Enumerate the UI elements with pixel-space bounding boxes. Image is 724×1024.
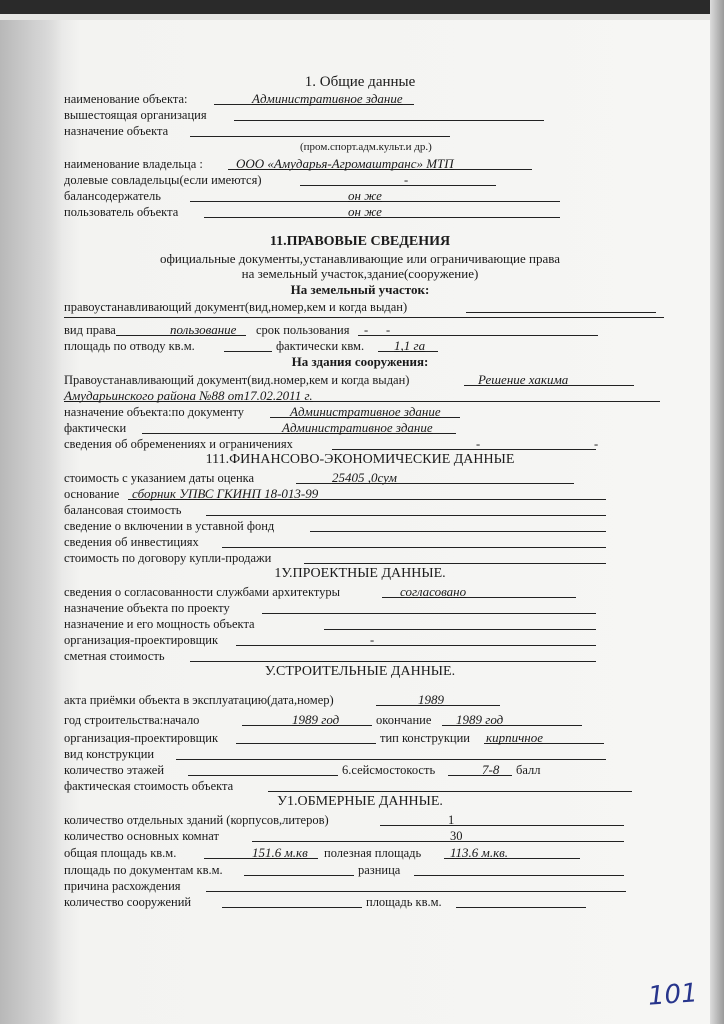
value: 1989	[418, 692, 444, 707]
field-designer	[64, 632, 660, 648]
value: Решение хакима	[478, 372, 569, 387]
term-value2: -	[386, 323, 391, 337]
field-actual-purpose	[64, 420, 660, 436]
field-right-type	[64, 322, 660, 338]
label: наименование объекта:	[64, 92, 188, 106]
value: он же	[348, 188, 382, 203]
type-value: кирпичное	[486, 730, 544, 745]
seismic-label: 6.сейсмостокость	[342, 763, 436, 777]
actual-label: фактически квм.	[276, 339, 365, 353]
section1-title: 1. Общие данные	[304, 74, 416, 90]
section4-title: 1У.ПРОЕКТНЫЕ ДАННЫЕ.	[274, 566, 446, 581]
label: правоустанавливающий документ(вид,номер,кем и когда выдан)	[64, 300, 408, 314]
field-estimate	[64, 648, 660, 664]
value1: -	[476, 437, 481, 451]
value: Административное здание	[290, 404, 441, 419]
label: сведения об обременениях и ограничениях	[64, 437, 293, 451]
field-balance	[64, 502, 660, 518]
value: -	[370, 633, 375, 647]
line	[262, 600, 596, 614]
label: сведение о включении в уставной фонд	[64, 519, 275, 533]
useful-label: полезная площадь	[324, 846, 422, 860]
field-reason	[64, 878, 660, 894]
line	[236, 730, 376, 744]
label: сведения о согласованности службами архитектуры	[64, 585, 341, 599]
label: балансовая стоимость	[64, 503, 182, 517]
label: основание	[64, 487, 120, 501]
field-basis	[64, 486, 660, 502]
land-heading: На земельный участок:	[290, 282, 430, 297]
label: балансодержатель	[64, 189, 161, 203]
handwritten-page-number: 101	[647, 978, 699, 1012]
field-fund	[64, 518, 660, 534]
value: 25405 ,0сум	[332, 470, 397, 485]
label: стоимость по договору купли-продажи	[64, 551, 272, 565]
field-buildings	[64, 812, 660, 828]
line	[324, 616, 596, 630]
label: фактическая стоимость объекта	[64, 779, 234, 793]
label: год строительства:начало	[64, 713, 200, 727]
label: сметная стоимость	[64, 649, 165, 663]
field-parent-org	[64, 107, 660, 123]
useful-value: 113.6 м.кв.	[450, 845, 509, 860]
scan-top-margin	[0, 14, 724, 20]
field-docs-area	[64, 862, 660, 878]
line	[304, 550, 606, 564]
label: долевые совладельцы(если имеются)	[64, 173, 262, 187]
label: вид конструкции	[64, 747, 155, 761]
line	[224, 338, 272, 352]
field-approval	[64, 584, 660, 600]
section6-title: У1.ОБМЕРНЫЕ ДАННЫЕ.	[277, 794, 443, 809]
seismic-unit: балл	[516, 763, 541, 777]
line	[380, 812, 624, 826]
field-holder	[64, 188, 660, 204]
line	[190, 648, 596, 662]
value: Амударьинского района №88 от17.02.2011 г.	[64, 388, 313, 403]
line	[176, 746, 606, 760]
label: организация-проектировщик	[64, 633, 219, 647]
scan-right-edge	[710, 0, 724, 1024]
start-value: 1989 год	[292, 712, 340, 727]
label: назначение объекта	[64, 124, 169, 138]
label: количество отдельных зданий (корпусов,литеров)	[64, 813, 329, 827]
label: количество сооружений	[64, 895, 192, 909]
line	[332, 436, 599, 451]
field-total-area	[64, 845, 660, 861]
field-actual-cost	[64, 778, 660, 794]
label: Правоустанавливающий документ(вид.номер,кем и когда выдан)	[64, 373, 410, 387]
diff-line	[414, 862, 624, 876]
line	[222, 534, 606, 548]
section5-title: У.СТРОИТЕЛЬНЫЕ ДАННЫЕ.	[264, 664, 456, 679]
label: фактически	[64, 421, 127, 435]
seismic-value: 7-8	[482, 762, 500, 777]
end-label: окончание	[376, 713, 432, 727]
building-heading: На здания сооружения:	[291, 354, 429, 369]
term-label: срок пользования	[256, 323, 350, 337]
field-act	[64, 692, 660, 708]
label: наименование владельца :	[64, 157, 203, 171]
label: вид права	[64, 323, 116, 337]
value: согласовано	[400, 584, 467, 599]
field-contract	[64, 550, 660, 566]
line	[252, 828, 624, 842]
field-build-years	[64, 712, 660, 728]
type-label: тип конструкции	[380, 731, 470, 745]
line	[244, 862, 354, 876]
value: пользование	[170, 322, 237, 337]
section2-title: 11.ПРАВОВЫЕ СВЕДЕНИЯ	[269, 234, 451, 249]
field-user	[64, 204, 660, 220]
line	[300, 172, 496, 186]
value: Административное здание	[282, 420, 433, 435]
label: общая площадь кв.м.	[64, 846, 177, 860]
value2: -	[594, 437, 599, 451]
line	[222, 894, 362, 908]
line	[206, 502, 606, 516]
field-cost	[64, 470, 660, 486]
line	[234, 107, 544, 121]
field-building-doc	[64, 372, 660, 388]
field-area	[64, 338, 660, 354]
seismic-line	[448, 762, 512, 776]
label: количество основных комнат	[64, 829, 219, 843]
value: -	[404, 173, 409, 187]
line	[188, 762, 338, 776]
field-purpose	[64, 123, 660, 139]
line	[310, 518, 606, 532]
field-structures	[64, 894, 660, 910]
field-land-doc	[64, 299, 660, 315]
term-line	[358, 322, 598, 336]
field-doc-purpose	[64, 404, 660, 420]
land-doc-line2	[64, 317, 664, 318]
field-building-doc-cont	[64, 388, 660, 404]
line	[190, 123, 450, 137]
field-invest	[64, 534, 660, 550]
end-value: 1989 год	[456, 712, 504, 727]
field-floors	[64, 762, 660, 778]
field-capacity	[64, 616, 660, 632]
label: организация-проектировщик	[64, 731, 219, 745]
field-project-purpose	[64, 600, 660, 616]
label: вышестоящая организация	[64, 108, 207, 122]
section2-subtitle2: на земельный участок,здание(сооружение)	[241, 266, 479, 281]
label: количество этажей	[64, 763, 165, 777]
field-owner	[64, 156, 660, 172]
field-rooms	[64, 828, 660, 844]
diff-label: разница	[358, 863, 401, 877]
field-org-type	[64, 730, 660, 746]
value: 151.6 м.кв	[252, 845, 308, 860]
value: он же	[348, 204, 382, 219]
structures-area-label: площадь кв.м.	[366, 895, 442, 909]
term-value1: -	[364, 323, 369, 337]
field-encumbrance	[64, 436, 660, 452]
label: площадь по отводу кв.м.	[64, 339, 195, 353]
label: площадь по документам кв.м.	[64, 863, 223, 877]
value: сборник УПВС ГКИНП 18-013-99	[132, 486, 319, 501]
value: 1	[448, 813, 455, 827]
label: акта приёмки объекта в эксплуатацию(дата,номер)	[64, 693, 334, 707]
scan-shadow	[0, 0, 62, 1024]
line	[204, 204, 560, 218]
line	[268, 778, 632, 792]
label: назначение объекта:по документу	[64, 405, 245, 419]
structures-area-line	[456, 894, 586, 908]
line	[236, 632, 596, 646]
value: ООО «Амударья-Агромаштранс» МТП	[236, 156, 454, 171]
field-co-owners	[64, 172, 660, 188]
line	[206, 878, 626, 892]
field-object-name	[64, 91, 660, 107]
section3-title: 111.ФИНАНСОВО-ЭКОНОМИЧЕСКИЕ ДАННЫЕ	[205, 452, 515, 467]
label: назначение и его мощность объекта	[64, 617, 255, 631]
label: назначение объекта по проекту	[64, 601, 230, 615]
label: причина расхождения	[64, 879, 181, 893]
label: стоимость с указанием даты оценка	[64, 471, 255, 485]
value: 30	[450, 829, 463, 843]
field-kind	[64, 746, 660, 762]
purpose-note: (пром.спорт.адм.культ.и др.)	[300, 141, 432, 153]
label: сведения об инвестициях	[64, 535, 199, 549]
actual-value: 1,1 га	[394, 338, 426, 353]
section2-subtitle1: официальные документы,устанавливающие или ограничивающие права	[159, 251, 561, 266]
line	[466, 299, 656, 313]
value: Административное здание	[252, 91, 403, 106]
label: пользователь объекта	[64, 205, 179, 219]
